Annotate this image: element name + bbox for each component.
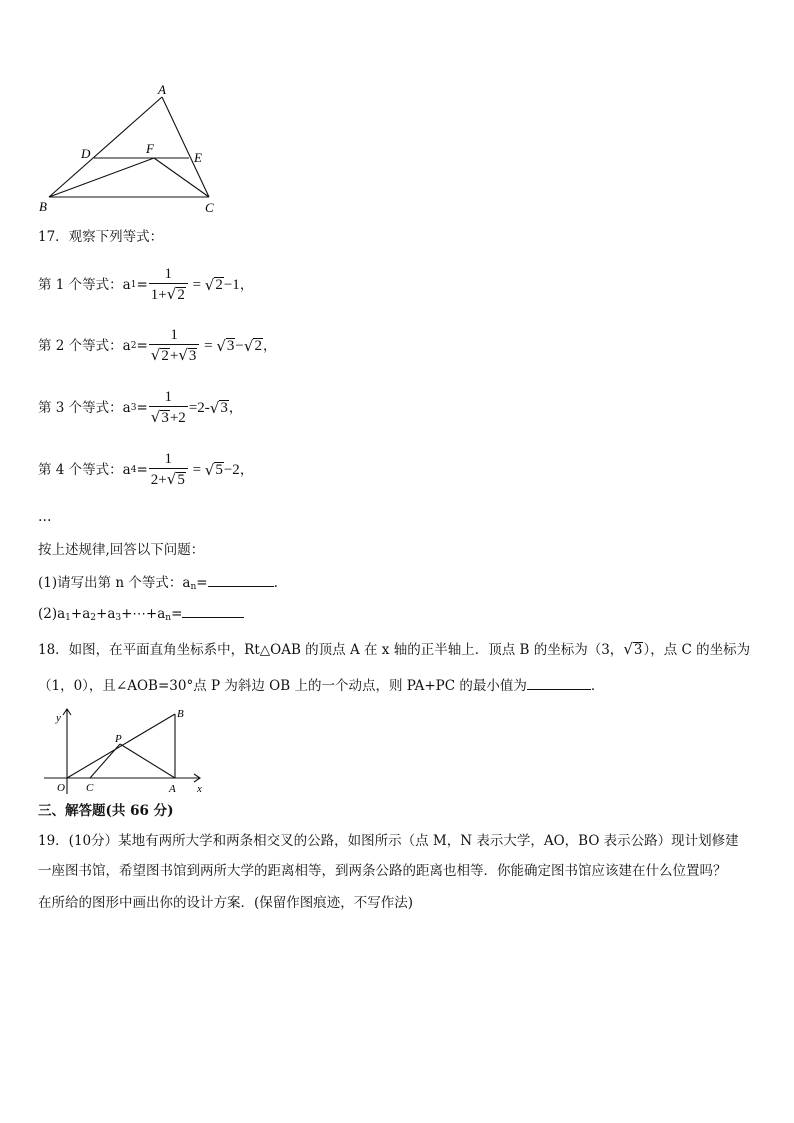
segment-cp <box>90 744 120 778</box>
q19-line3: 在所给的图形中画出你的设计方案．(保留作图痕迹，不写作法) <box>38 895 414 911</box>
answer-blank[interactable] <box>182 604 244 618</box>
q17-eq2: 第 2 个等式：a 2 = $\frac{1}{√2+√3}$ = √ 3 − √ 2 ， <box>38 327 277 364</box>
fraction: $\frac{1}{1+√2}$ <box>149 265 188 305</box>
label-o: O <box>57 782 65 794</box>
label-c: C <box>86 782 94 794</box>
label-c: C <box>205 200 214 215</box>
q17-eq1: 第 1 个等式：a 1 = $\frac{1}{1+√2}$ = √ 2 −1 ， <box>38 266 254 303</box>
side-ac <box>162 97 209 197</box>
label-b: B <box>177 708 184 720</box>
label-d: D <box>81 146 91 161</box>
q17-intro: 17．观察下列等式： <box>38 229 164 245</box>
segment-bf <box>49 158 154 197</box>
label-e: E <box>194 150 202 165</box>
q17-part2: $(2)a_1+a_2+a_3+\cdots+a_n=$ <box>38 604 244 627</box>
label-y: y <box>56 712 61 724</box>
label-a: A <box>158 82 166 97</box>
q18-line2: （1，0），且∠AOB=30°点 P 为斜边 OB 上的一个动点，则 PA+PC 的最小值为 ． <box>38 678 605 694</box>
answer-blank[interactable] <box>208 573 274 587</box>
label-a: A <box>169 783 176 795</box>
q17-prompt: 按上述规律,回答以下问题： <box>38 542 205 558</box>
fraction: $\frac{1}{√3+2}$ <box>150 389 186 426</box>
label-b: B <box>39 199 47 214</box>
q17-ellipsis: … <box>38 509 52 525</box>
q17-part1: (1)请写出第 n 个等式：$a_n=$ . <box>38 575 278 592</box>
q17-eq4: 第 4 个等式：a 4 = $\frac{1}{2+√5}$ = √ 5 −2 ， <box>38 451 254 488</box>
label-x: x <box>197 783 202 795</box>
q17-eq3: 第 3 个等式：a 3 = $\frac{1}{√3+2}$ =2- √ 3 ， <box>38 389 243 426</box>
section-title: 三、解答题(共 66 分) <box>38 803 174 819</box>
label-f: F <box>146 141 154 156</box>
label-p: P <box>115 733 122 745</box>
fraction: $\frac{1}{√2+√3}$ <box>149 326 200 366</box>
q19-line1: 19．(10分）某地有两所大学和两条相交叉的公路，如图所示（点 M，N 表示大学，AO，BO 表示公路）现计划修建 <box>38 833 739 849</box>
segment-pa <box>120 744 175 778</box>
triangle-figure <box>30 80 230 220</box>
answer-blank[interactable] <box>527 676 591 690</box>
fraction: $\frac{1}{2+√5}$ <box>149 450 188 490</box>
q18-line1: 18．如图，在平面直角坐标系中，Rt△OAB 的顶点 A 在 x 轴的正半轴上．顶点 B 的坐标为（3，√3），点 C 的坐标为 <box>38 640 751 658</box>
q19-line2: 一座图书馆，希望图书馆到两所大学的距离相等，到两条公路的距离也相等．你能确定图书馆应该建在什么位置吗？ <box>38 863 727 879</box>
coordinate-figure <box>40 704 210 796</box>
